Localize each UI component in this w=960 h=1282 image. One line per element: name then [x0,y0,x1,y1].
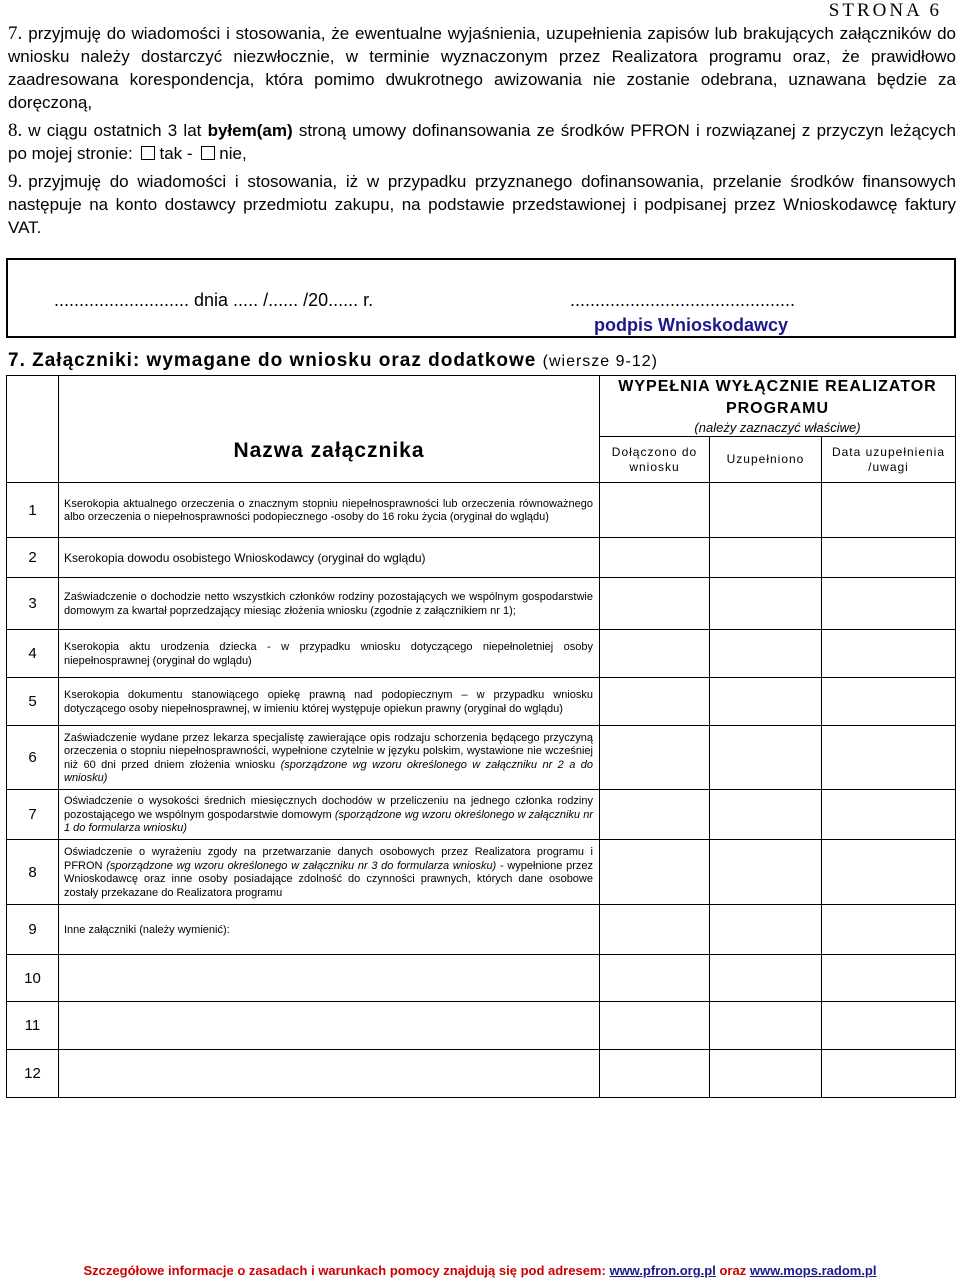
row-description [59,790,600,840]
row-number: 4 [7,630,59,678]
header-attachment-name: Nazwa załącznika [59,376,600,483]
table-row [7,538,956,578]
table-row [7,905,956,955]
declaration-text-pre: w ciągu ostatnich 3 lat [28,121,208,140]
row-number: 12 [7,1050,59,1098]
declaration-number: 7. [8,23,23,44]
attachments-table [6,375,956,1098]
declaration-8 [8,119,956,165]
table-row [7,726,956,790]
declaration-text: przyjmuję do wiadomości i stosowania, iż w przypadku przyznanego dofinansowania, przelanie środków finansowych następuje na konto dostawcy przedmiotu zakupu, na podstawie przedstawionej i podpisanej przez Wnioskodawcę faktury VAT. [8,172,956,237]
row-number: 8 [7,840,59,905]
declaration-7 [8,22,956,114]
declaration-number: 8. [8,120,23,141]
header-no [7,376,59,483]
table-row [7,1002,956,1050]
cell-attached[interactable] [600,483,710,538]
cell-completed[interactable] [710,630,822,678]
footer-link-pfron[interactable]: www.pfron.org.pl [609,1263,716,1278]
option-yes-label: tak [159,144,183,163]
footer-text: Szczegółowe informacje o zasadach i warunkach pomocy znajdują się pod adresem: [83,1263,606,1278]
cell-date[interactable] [822,726,956,790]
cell-attached[interactable] [600,578,710,630]
cell-completed[interactable] [710,790,822,840]
header-realizator-note: (należy zaznaczyć właściwe) [694,420,861,435]
cell-attached[interactable] [600,955,710,1002]
row-description [59,840,600,905]
cell-attached[interactable] [600,538,710,578]
row-description: Kserokopia aktualnego orzeczenia o znacznym stopniu niepełnosprawności lub orzeczenia równoważnego albo orzeczenia o niepełnosprawności podopiecznego -osoby do 16 roku życia (oryginał do wglądu) [59,483,600,538]
row-description-italic: (sporządzone wg wzoru określonego w załączniku nr 2 a do wniosku) [64,758,593,784]
cell-completed[interactable] [710,678,822,726]
row-number: 10 [7,955,59,1002]
attachments-title [8,350,658,372]
declaration-text-bold: byłem(am) [207,121,293,140]
cell-date[interactable] [822,483,956,538]
table-row [7,955,956,1002]
row-number: 2 [7,538,59,578]
signature-box [6,258,956,338]
table-row [7,678,956,726]
cell-attached[interactable] [600,1050,710,1098]
declaration-9 [8,170,956,239]
row-number: 5 [7,678,59,726]
row-description-italic: (sporządzone wg wzoru określonego w załączniku nr 3 do formularza wniosku) [102,859,497,872]
row-description-text: Oświadczenie o wyrażeniu zgody na przetwarzanie danych osobowych przez Realizatora programu i PFRON [64,846,593,872]
table-row [7,630,956,678]
cell-date[interactable] [822,678,956,726]
header-attached: Dołączono do wniosku [600,437,710,483]
cell-completed[interactable] [710,905,822,955]
cell-date[interactable] [822,905,956,955]
row-description[interactable] [59,1050,600,1098]
option-separator: - [186,144,193,163]
cell-attached[interactable] [600,790,710,840]
cell-date[interactable] [822,578,956,630]
cell-completed[interactable] [710,538,822,578]
row-description-text: Zaświadczenie wydane przez lekarza specjalistę zawierające opis rodzaju schorzenia będącego przyczyną orzeczenia o stopniu niepełnosprawności, wypełnione czytelnie w języku polskim, wystawione nie wcześniej niż 60 dni przed dniem złożenia wniosku [64,731,593,771]
row-number: 7 [7,790,59,840]
header-realizator [600,376,956,437]
row-description[interactable] [59,955,600,1002]
row-number: 1 [7,483,59,538]
cell-date[interactable] [822,955,956,1002]
row-description: Kserokopia dokumentu stanowiącego opiekę prawną nad podopiecznym – w przypadku wniosku dotyczącego osoby niepełnosprawnej, w imieniu której występuje opiekun prawny (oryginał do wglądu) [59,678,600,726]
header-realizator-text: WYPEŁNIA WYŁĄCZNIE REALIZATOR PROGRAMU [618,378,937,417]
signature-label: podpis Wnioskodawcy [594,315,789,335]
declaration-text-post: stroną umowy dofinansowania ze środków PFRON i rozwiązanej z przyczyn leżących po mojej stronie: [8,121,956,163]
option-no-label: nie, [219,144,247,163]
row-description[interactable] [59,1002,600,1050]
attachments-title-text: 7. Załączniki: wymagane do wniosku oraz dodatkowe [8,350,537,371]
declaration-text: przyjmuję do wiadomości i stosowania, że ewentualne wyjaśnienia, uzupełnienia zapisów lub brakujących załączników do wniosku należy dostarczyć niezwłocznie, w terminie wyznaczonym przez Realizatora programu oraz, że prawidłowo zaadresowana korespondencja, która pomimo dwukrotnego awizowania nie zostanie odebrana, uznawana będzie za doręczoną, [8,24,956,112]
cell-date[interactable] [822,790,956,840]
row-description [59,726,600,790]
cell-date[interactable] [822,1002,956,1050]
footer-middle: oraz [719,1263,747,1278]
cell-completed[interactable] [710,1050,822,1098]
header-completed: Uzupełniono [710,437,822,483]
cell-attached[interactable] [600,905,710,955]
table-row [7,483,956,538]
footer-link-mops[interactable]: www.mops.radom.pl [749,1263,877,1278]
cell-attached[interactable] [600,726,710,790]
row-description-text: Oświadczenie o wysokości średnich miesięcznych dochodów w przeliczeniu na jednego członka rodziny pozostającego we wspólnym gospodarstwie domowym [64,795,593,821]
table-row [7,578,956,630]
cell-completed[interactable] [710,483,822,538]
cell-completed[interactable] [710,726,822,790]
row-description: Zaświadczenie o dochodzie netto wszystkich członków rodziny pozostających we wspólnym gospodarstwie domowym za kwartał poprzedzający miesiąc złożenia wniosku (zgodnie z załącznikiem nr 1); [59,578,600,630]
table-row [7,840,956,905]
cell-attached[interactable] [600,1002,710,1050]
checkbox-no[interactable] [201,146,215,160]
row-description: Inne załączniki (należy wymienić): [59,905,600,955]
header-date: Data uzupełnienia /uwagi [822,437,956,483]
checkbox-yes[interactable] [141,146,155,160]
table-row [7,790,956,840]
cell-completed[interactable] [710,840,822,905]
cell-attached[interactable] [600,678,710,726]
cell-date[interactable] [822,538,956,578]
row-description-tail: - wypełnione przez Wnioskodawcę oraz inne osoby posiadające zdolność do czynności prawnych, których dane osobowe zostały przekazane do Realizatora programu [64,859,593,899]
attachments-subtitle: (wiersze 9-12) [542,353,658,370]
page-number: STRONA 6 [828,0,942,21]
row-description-italic: (sporządzone wg wzoru określonego w załączniku nr 1 do formularza wniosku) [64,808,594,835]
cell-attached[interactable] [600,840,710,905]
cell-attached[interactable] [600,630,710,678]
cell-date[interactable] [822,630,956,678]
row-number: 6 [7,726,59,790]
cell-completed[interactable] [710,1002,822,1050]
row-description: Kserokopia aktu urodzenia dziecka - w przypadku wniosku dotyczącego niepełnoletniej osoby niepełnosprawnej (oryginał do wglądu) [59,630,600,678]
signature-dots[interactable]: ............................................. [570,290,796,310]
row-number: 9 [7,905,59,955]
cell-date[interactable] [822,840,956,905]
cell-completed[interactable] [710,955,822,1002]
cell-completed[interactable] [710,578,822,630]
declaration-number: 9. [8,171,23,192]
row-description: Kserokopia dowodu osobistego Wnioskodawcy (oryginał do wglądu) [59,538,600,578]
cell-date[interactable] [822,1050,956,1098]
footer [0,1263,960,1278]
table-row [7,1050,956,1098]
row-number: 3 [7,578,59,630]
row-number: 11 [7,1002,59,1050]
signature-date-line[interactable]: ........................... dnia ..... /...... /20...... r. [54,290,374,310]
